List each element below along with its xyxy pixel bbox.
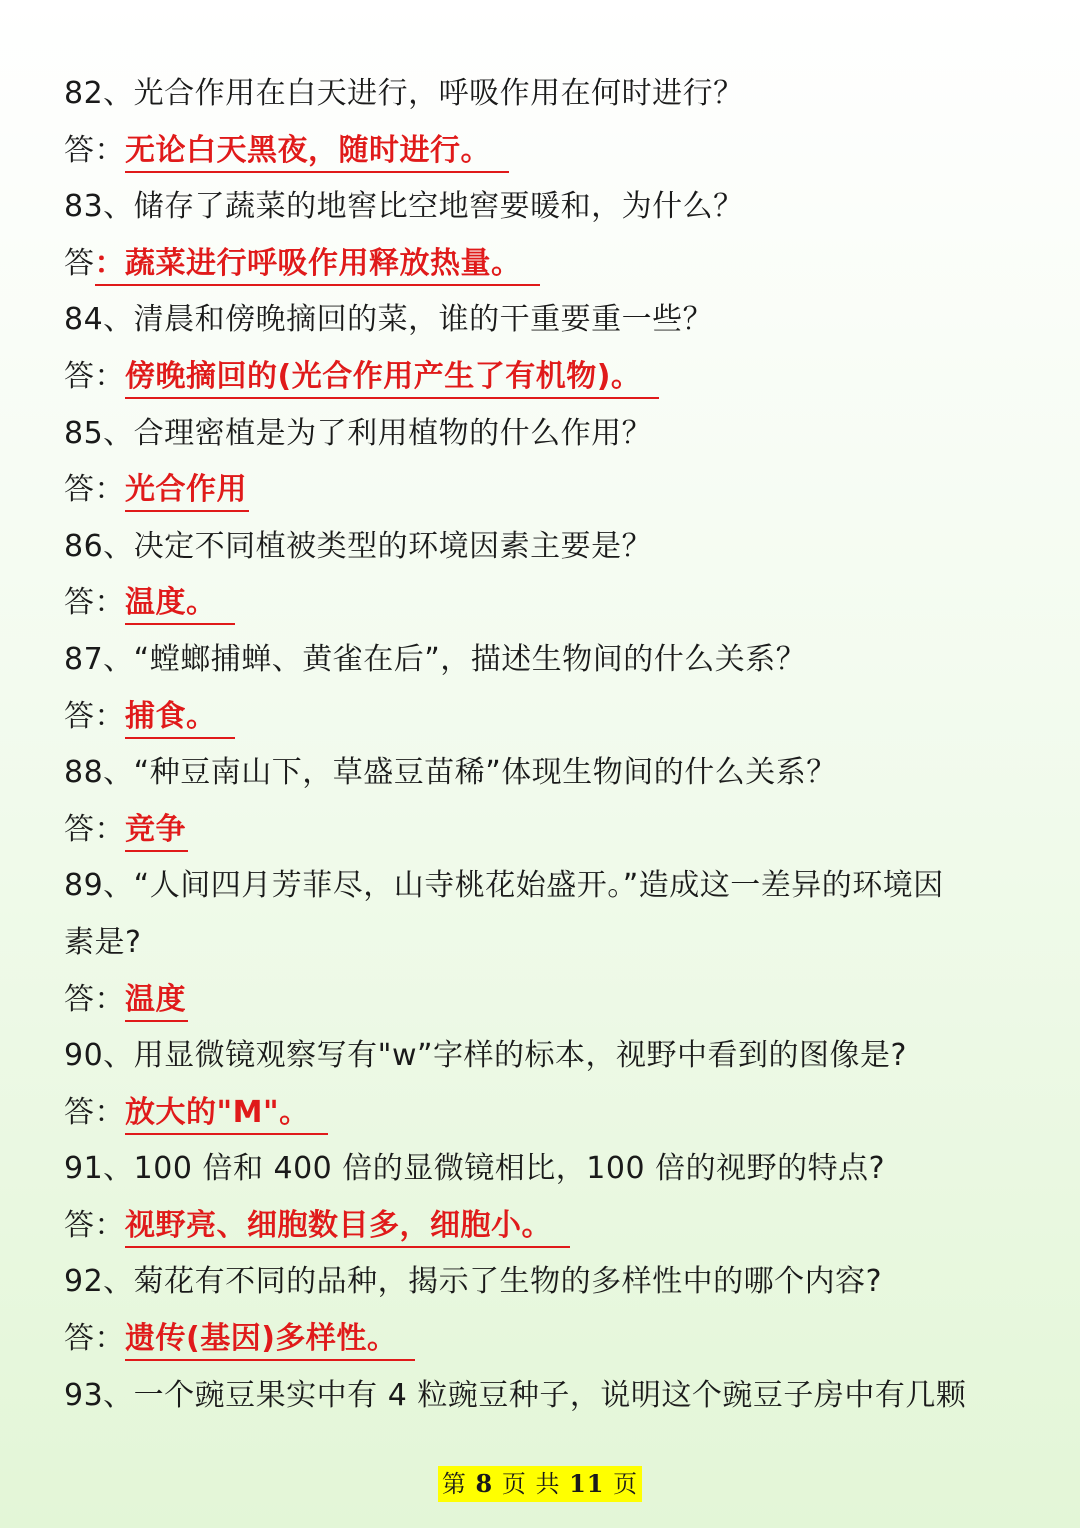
- question-text: 素是?: [64, 924, 142, 960]
- question-text: 86、决定不同植被类型的环境因素主要是？: [64, 528, 653, 564]
- question-text: 83、储存了蔬菜的地窖比空地窖要暖和，为什么？: [64, 189, 744, 225]
- answer-text: 竞争: [125, 810, 188, 852]
- answer-label: 答: [64, 245, 95, 281]
- question-line: [64, 292, 1024, 349]
- question-text: 89、“人间四月芳菲尽，山寺桃花始盛开。”造成这一差异的环境因: [64, 868, 944, 904]
- footer-middle: 页 共: [501, 1470, 561, 1498]
- question-text: 85、合理密植是为了利用植物的什么作用？: [64, 415, 653, 451]
- answer-line: [64, 575, 1024, 632]
- answer-label: 答：: [64, 811, 125, 847]
- answer-label: 答：: [64, 981, 125, 1017]
- answer-line: [64, 123, 1024, 180]
- question-line: [64, 406, 1024, 463]
- current-page: 8: [475, 1469, 494, 1498]
- question-text: 88、“种豆南山下，草盛豆苗稀”体现生物间的什么关系？: [64, 755, 837, 791]
- question-line: [64, 179, 1024, 236]
- answer-label: 答：: [64, 132, 125, 168]
- total-pages: 11: [569, 1469, 605, 1498]
- question-text: 93、一个豌豆果实中有 4 粒豌豆种子，说明这个豌豆子房中有几颗: [64, 1377, 967, 1413]
- question-text: 84、清晨和傍晚摘回的菜，谁的干重要重一些？: [64, 302, 714, 338]
- answer-line: [64, 802, 1024, 859]
- answer-line: [64, 689, 1024, 746]
- answer-text: 傍晚摘回的(光合作用产生了有机物)。: [125, 357, 659, 399]
- answer-line: [64, 1311, 1024, 1368]
- question-line: [64, 1254, 1024, 1311]
- answer-label: 答：: [64, 358, 125, 394]
- answer-label: 答：: [64, 585, 125, 621]
- footer-prefix: 第: [441, 1470, 467, 1498]
- answer-text: 遗传(基因)多样性。: [125, 1319, 415, 1361]
- answer-line: [64, 1085, 1024, 1142]
- page-number-indicator: [438, 1466, 642, 1502]
- footer-suffix: 页: [613, 1470, 639, 1498]
- question-text: 87、“螳螂捕蝉、黄雀在后”，描述生物间的什么关系？: [64, 641, 807, 677]
- answer-line: [64, 972, 1024, 1029]
- question-text: 92、菊花有不同的品种，揭示了生物的多样性中的哪个内容?: [64, 1264, 883, 1300]
- page-footer: [0, 1466, 1080, 1502]
- document-body: [64, 66, 1024, 1424]
- question-line: [64, 1028, 1024, 1085]
- question-text: 90、用显微镜观察写有"w”字样的标本，视野中看到的图像是?: [64, 1038, 907, 1074]
- question-line: [64, 519, 1024, 576]
- answer-label: 答：: [64, 1094, 125, 1130]
- answer-text: ：蔬菜进行呼吸作用释放热量。: [95, 244, 540, 286]
- answer-label: 答：: [64, 472, 125, 508]
- answer-text: 温度。: [125, 583, 235, 625]
- question-text: 82、光合作用在白天进行，呼吸作用在何时进行？: [64, 76, 744, 111]
- answer-line: [64, 1198, 1024, 1255]
- answer-label: 答：: [64, 698, 125, 734]
- answer-text: 放大的"M"。: [125, 1093, 328, 1135]
- question-line: [64, 745, 1024, 802]
- answer-line: [64, 236, 1024, 293]
- answer-line: [64, 462, 1024, 519]
- question-line: [64, 632, 1024, 689]
- answer-text: 捕食。: [125, 697, 235, 739]
- question-line: [64, 66, 1024, 123]
- answer-text: 视野亮、细胞数目多，细胞小。: [125, 1206, 570, 1248]
- answer-text: 温度: [125, 980, 188, 1022]
- answer-text: 光合作用: [125, 470, 249, 512]
- answer-text: 无论白天黑夜，随时进行。: [125, 131, 509, 173]
- question-line: [64, 915, 1024, 972]
- question-text: 91、100 倍和 400 倍的显微镜相比，100 倍的视野的特点?: [64, 1151, 886, 1187]
- question-line: [64, 858, 1024, 915]
- answer-line: [64, 349, 1024, 406]
- answer-label: 答：: [64, 1321, 125, 1357]
- question-line: [64, 1141, 1024, 1198]
- question-line: [64, 1368, 1024, 1425]
- answer-label: 答：: [64, 1207, 125, 1243]
